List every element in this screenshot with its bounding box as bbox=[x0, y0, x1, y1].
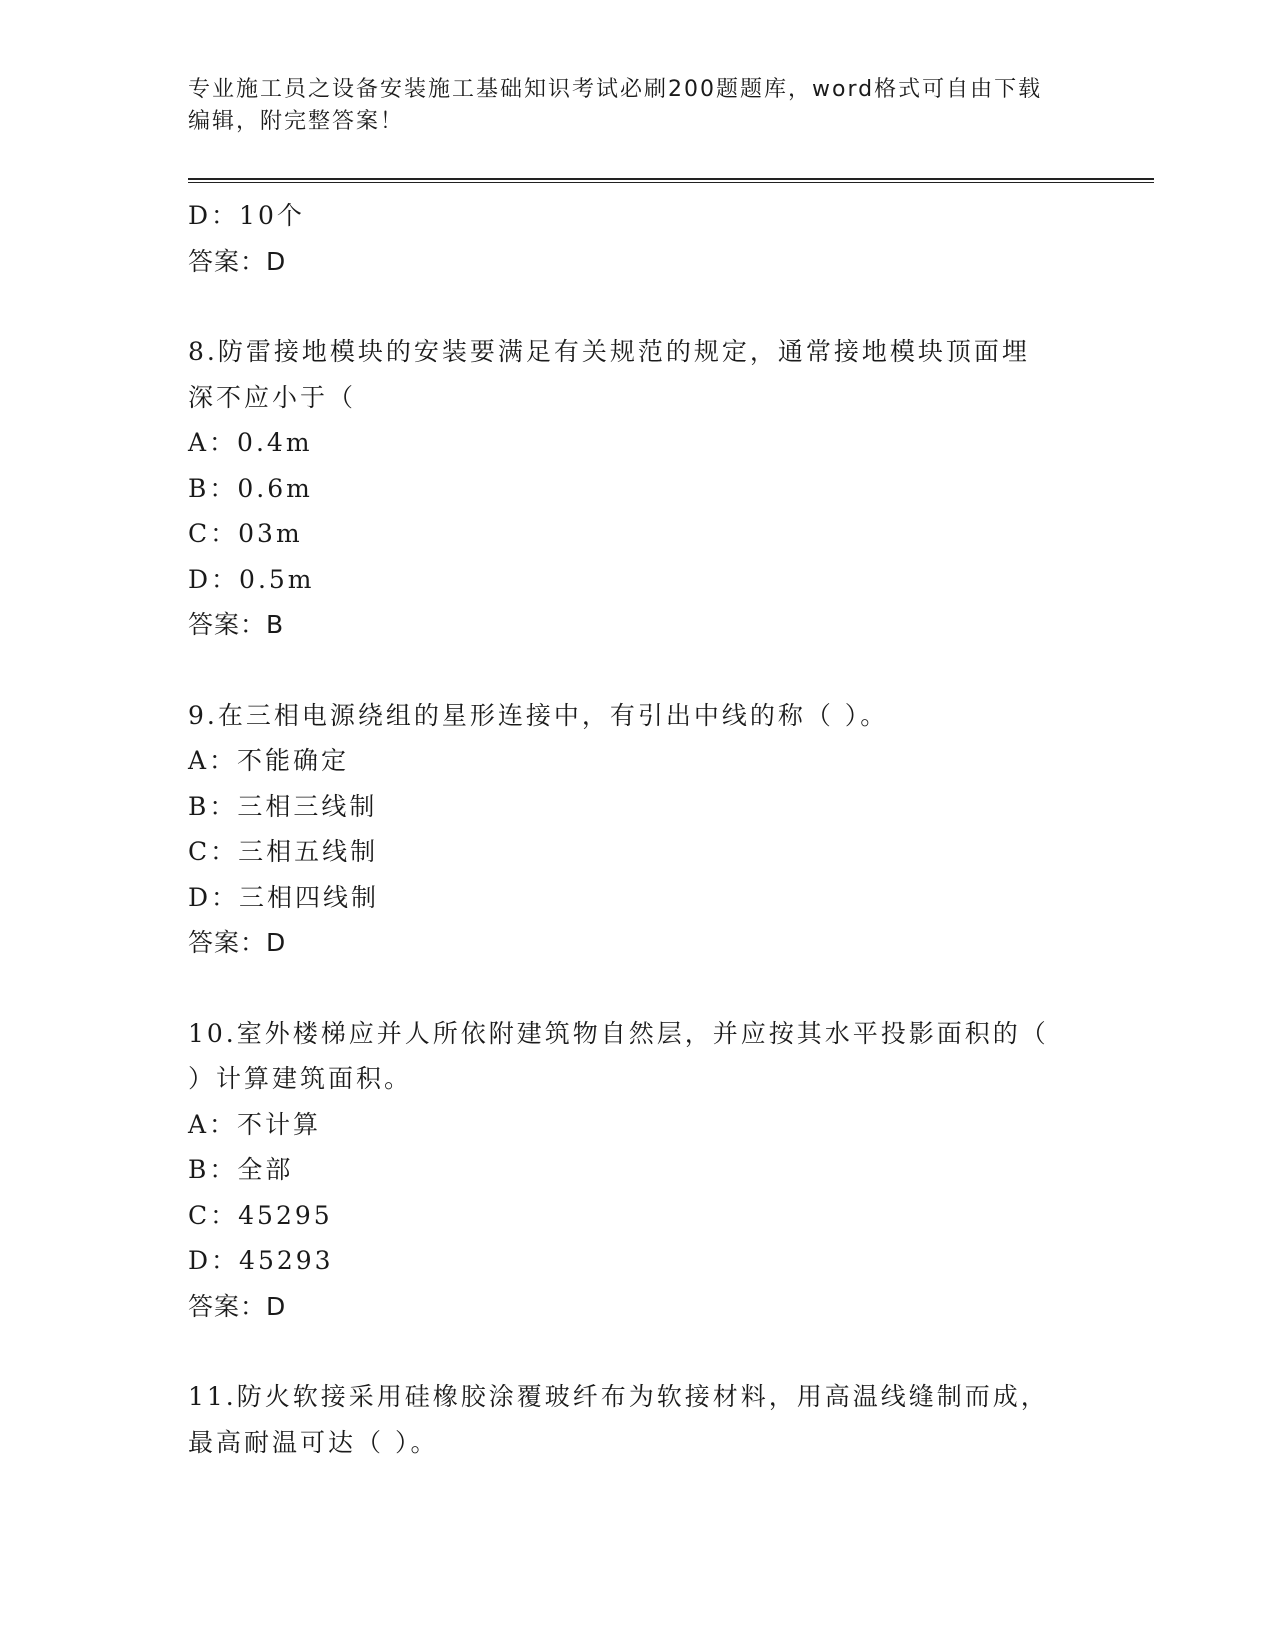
option-a: A：不能确定 bbox=[188, 746, 350, 775]
header-rule-thick bbox=[188, 178, 1154, 180]
answer-line: 答案：D bbox=[188, 246, 287, 276]
option-d: D：三相四线制 bbox=[188, 882, 380, 912]
header-line-2: 编辑，附完整答案！ bbox=[188, 109, 405, 134]
question-10 bbox=[188, 1011, 1088, 1330]
question-8 bbox=[188, 329, 1088, 648]
option-b: B：全部 bbox=[188, 1155, 294, 1184]
option-d: D：45293 bbox=[188, 1246, 334, 1275]
answer-line: 答案：D bbox=[188, 928, 287, 957]
question-11 bbox=[188, 1374, 1088, 1465]
answer-line: 答案：B bbox=[188, 610, 285, 639]
question-stem-line: ）计算建筑面积。 bbox=[188, 1064, 413, 1093]
option-c: C：03m bbox=[188, 519, 303, 548]
option-b: B：0.6m bbox=[188, 473, 313, 503]
option-b: B：三相三线制 bbox=[188, 791, 378, 821]
question-stem-line: 8.防雷接地模块的安装要满足有关规范的规定，通常接地模块顶面埋 bbox=[188, 337, 1030, 366]
option-c: C：三相五线制 bbox=[188, 837, 379, 866]
question-stem-line: 11.防火软接采用硅橡胶涂覆玻纤布为软接材料，用高温线缝制而成， bbox=[188, 1382, 1049, 1411]
option-d: D：0.5m bbox=[188, 564, 315, 594]
page-header bbox=[188, 74, 1068, 138]
header-rule-thin bbox=[188, 182, 1154, 183]
option-a: A：不计算 bbox=[188, 1109, 322, 1139]
question-stem-line: 10.室外楼梯应并人所依附建筑物自然层，并应按其水平投影面积的（ bbox=[188, 1018, 1049, 1048]
answer-line: 答案：D bbox=[188, 1291, 287, 1321]
question-stem-line: 9.在三相电源绕组的星形连接中，有引出中线的称（ ）。 bbox=[188, 700, 889, 730]
header-line-1: 专业施工员之设备安装施工基础知识考试必刷200题题库，word格式可自由下载 bbox=[188, 77, 1043, 102]
option-d: D：10个 bbox=[188, 201, 305, 230]
question-7-tail bbox=[188, 193, 1088, 284]
option-a: A：0.4m bbox=[188, 428, 313, 457]
question-stem-line: 深不应小于（ bbox=[188, 382, 357, 412]
option-c: C：45295 bbox=[188, 1200, 333, 1230]
question-9 bbox=[188, 693, 1088, 966]
question-stem-line: 最高耐温可达（ ）。 bbox=[188, 1427, 439, 1457]
question-list bbox=[188, 193, 1088, 1465]
